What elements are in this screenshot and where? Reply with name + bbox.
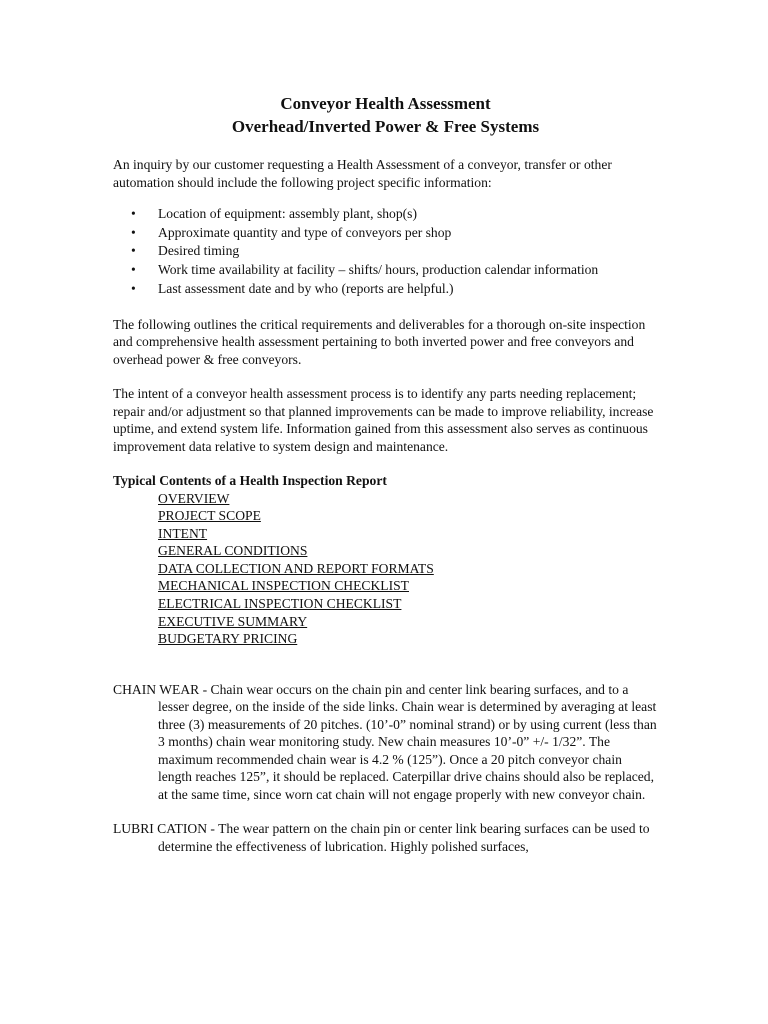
toc-item-executive-summary: EXECUTIVE SUMMARY — [158, 613, 308, 629]
list-item: • Approximate quantity and type of conveyors per shop — [158, 224, 658, 243]
intent-paragraph: The intent of a conveyor health assessment process is to identify any parts needing replacement; repair and/or adjustment so that planned improvements can be made to improve reliability, increase uptime, and extend system life. Information gained from this assessment also serves as continuous improvement data relative to system design and maintenance. — [113, 386, 654, 454]
lubrication-section: LUBRI CATION - The wear pattern on the chain pin or center link bearing surfaces can be used to determine the effectiveness of lubrication. Highly polished surfaces, — [113, 821, 650, 854]
list-item: • Desired timing — [158, 242, 658, 261]
toc-item-overview: OVERVIEW — [158, 490, 230, 506]
document-title — [113, 92, 658, 138]
chain-wear-section: CHAIN WEAR - Chain wear occurs on the chain pin and center link bearing surfaces, and to a lesser degree, on the inside of the side links. Chain wear is determined by averaging at least three (3) measurements of 20 pitches. (10’-0” nominal strand) or by using current (less than 3 months) chain wear monitoring study. New chain measures 10’-0” +/- 1/32”. The maximum recommended chain wear is 4.2 % (125”). Once a 20 pitch conveyor chain length reaches 125”, it should be replaced. Caterpillar drive chains should also be replaced, at the same time, since worn cat chain will not engage properly with new conveyor chain. — [113, 681, 657, 802]
title-line-2: Overhead/Inverted Power & Free Systems — [231, 117, 540, 136]
title-line-1: Conveyor Health Assessment — [280, 94, 491, 113]
intro-paragraph: An inquiry by our customer requesting a Health Assessment of a conveyor, transfer or other automation should include the following project specific information: — [113, 157, 612, 190]
list-item: • Location of equipment: assembly plant, shop(s) — [158, 205, 658, 224]
toc-item-intent: INTENT — [158, 525, 208, 541]
toc-item-general-conditions: GENERAL CONDITIONS — [158, 543, 308, 559]
toc-item-project-scope: PROJECT SCOPE — [158, 508, 261, 524]
outline-paragraph: The following outlines the critical requirements and deliverables for a thorough on-site inspection and comprehensive health assessment pertaining to both inverted power and free conveyors and overhead power & free conveyors. — [113, 316, 646, 367]
toc-item-mechanical-checklist: MECHANICAL INSPECTION CHECKLIST — [158, 578, 409, 594]
toc-item-budgetary-pricing: BUDGETARY PRICING — [158, 631, 298, 647]
document-body — [113, 92, 658, 855]
list-item: • Work time availability at facility – shifts/ hours, production calendar information — [158, 261, 658, 280]
requirements-list — [113, 205, 658, 299]
toc-item-data-collection: DATA COLLECTION AND REPORT FORMATS — [158, 560, 434, 576]
report-contents-list — [113, 490, 658, 648]
toc-heading: Typical Contents of a Health Inspection Report — [113, 473, 387, 489]
list-item: • Last assessment date and by who (reports are helpful.) — [158, 280, 658, 299]
toc-item-electrical-checklist: ELECTRICAL INSPECTION CHECKLIST — [158, 596, 402, 612]
